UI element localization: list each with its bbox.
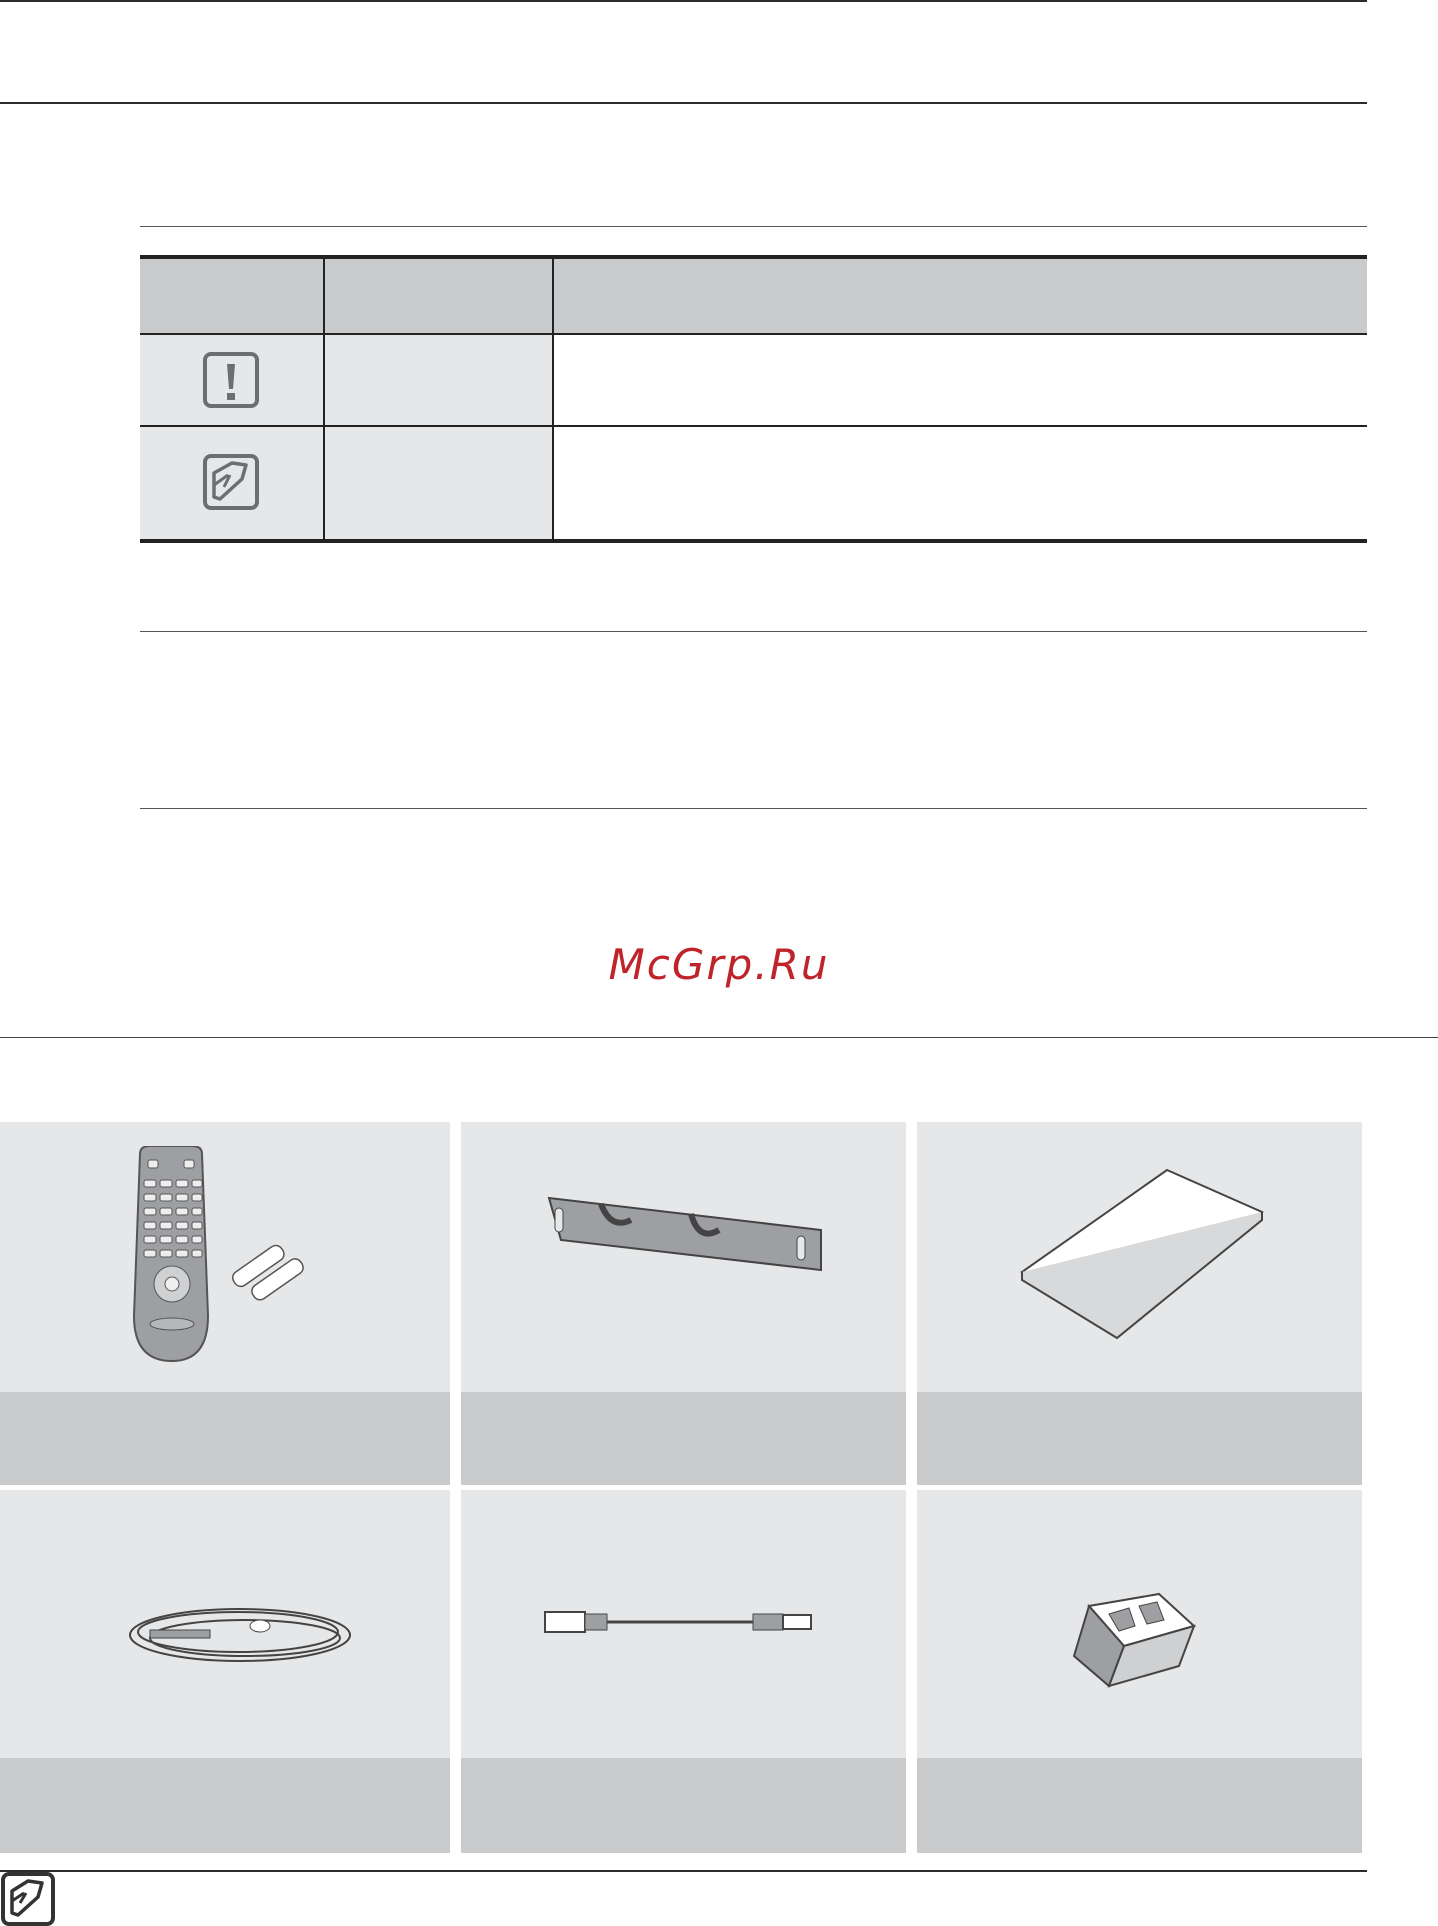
component-label-area [461,1758,906,1853]
ferrite-core-icon [1069,1586,1209,1696]
icon-cell [140,427,323,539]
component-image-area [0,1122,450,1392]
icon-legend-table [140,255,1367,541]
component-cell [917,1490,1362,1853]
component-label-area [0,1758,450,1853]
user-manual-booklet-icon [1017,1162,1277,1362]
component-label-area [461,1392,906,1485]
usb-cable-icon [543,1602,823,1642]
icon-cell [140,335,323,425]
wall-mount-bracket-icon [541,1190,841,1290]
row-body [327,335,1367,425]
header-rule [0,102,1367,104]
section-rule-1 [140,226,1367,227]
column-divider-1 [323,259,325,541]
name-cell [327,335,554,425]
component-cell [0,1122,450,1485]
column-divider-2 [552,259,554,541]
component-image-area [0,1490,450,1758]
component-image-area [461,1490,906,1758]
components-grid [0,1122,1362,1853]
watermark-text: McGrp.Ru [608,940,830,989]
section-rule-3 [140,808,1367,809]
component-label-area [917,1758,1362,1853]
component-cell [0,1490,450,1853]
name-cell [327,427,554,539]
section-rule-2 [140,631,1367,632]
row-body [327,427,1367,539]
antenna-wire-icon [120,1590,360,1680]
components-section-rule [0,1037,1438,1038]
component-cell [917,1122,1362,1485]
component-image-area [917,1490,1362,1758]
top-rule [0,0,1367,2]
component-label-area [917,1392,1362,1485]
remote-control-with-batteries-icon [120,1146,340,1376]
note-pencil-icon [0,1871,56,1926]
component-cell [461,1490,906,1853]
caution-exclamation-icon [202,351,260,409]
note-rule [0,1870,1367,1872]
component-cell [461,1122,906,1485]
component-image-area [461,1122,906,1392]
component-label-area [0,1392,450,1485]
component-image-area [917,1122,1362,1392]
note-pencil-icon [202,453,260,511]
